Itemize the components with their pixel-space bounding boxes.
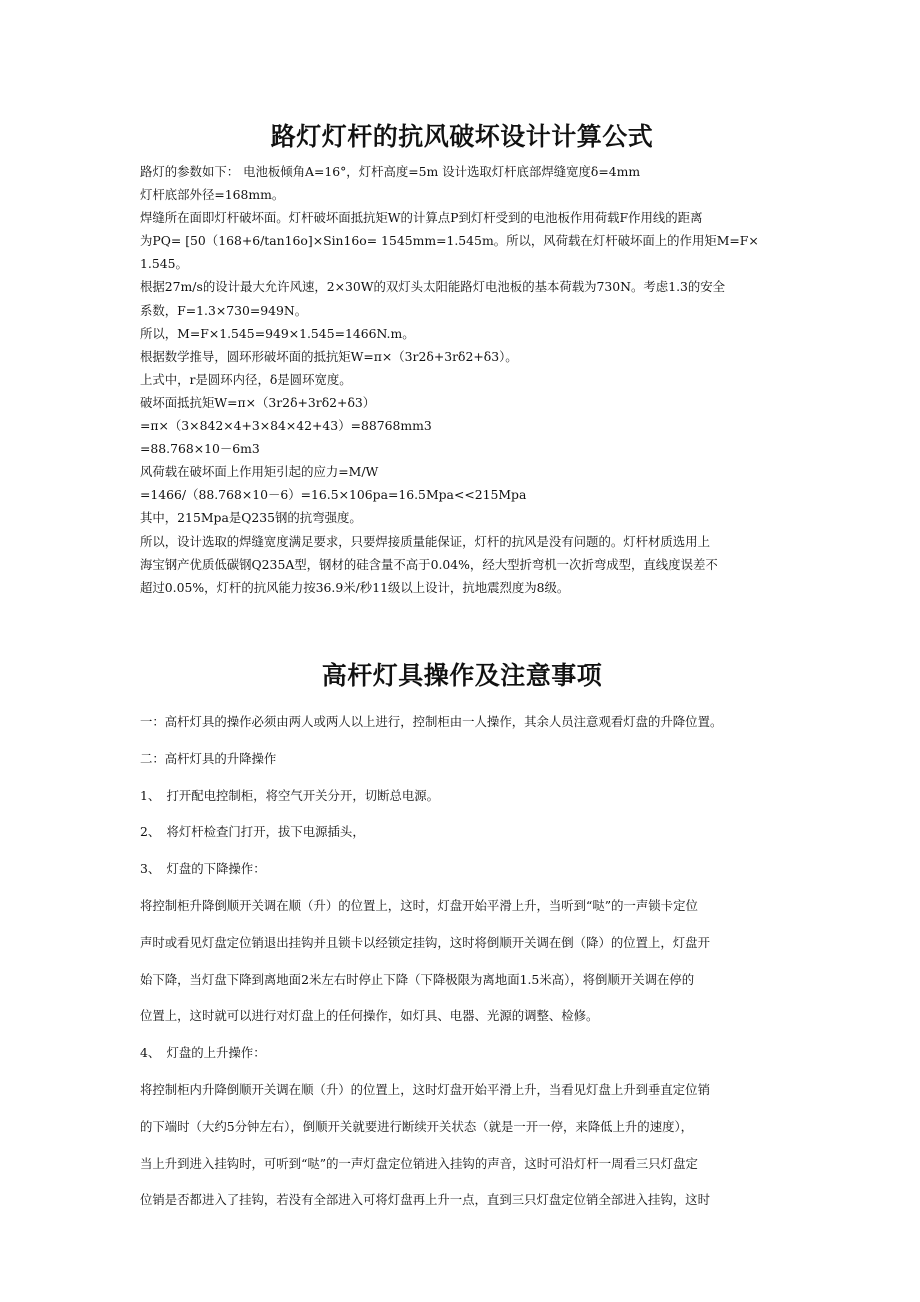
paragraph-line: 2、 将灯杆检查门打开，拔下电源插头，: [140, 824, 365, 840]
paragraph-line: 路灯的参数如下： 电池板倾角A=16°，灯杆高度=5m 设计选取灯杆底部焊缝宽度δ=4mm: [140, 164, 641, 179]
paragraph-line: 1.545。: [140, 256, 188, 272]
paragraph-line: 为PQ= [50（168+6/tan16o]×Sin16o= 1545mm=1.545m。所以，风荷载在灯杆破坏面上的作用矩M=F×: [140, 233, 759, 249]
paragraph-line: 的下端时（大约5分钟左右），倒顺开关就要进行断续开关状态（就是一开一停，来降低上升的速度），: [140, 1118, 694, 1134]
paragraph-line: 焊缝所在面即灯杆破坏面。灯杆破坏面抵抗矩W的计算点P到灯杆受到的电池板作用荷载F作用线的距离: [140, 210, 703, 226]
paragraph-line: 破坏面抵抗矩W=π×（3r2δ+3rδ2+δ3）: [140, 394, 376, 410]
paragraph-line: 根据27m/s的设计最大允许风速，2×30W的双灯头太阳能路灯电池板的基本荷载为730N。考虑1.3的安全: [140, 279, 726, 295]
section-1-title: 路灯灯杆的抗风破坏设计计算公式: [270, 122, 654, 151]
paragraph-line: =π×（3×842×4+3×84×42+43）=88768mm3: [140, 418, 432, 434]
paragraph-line: 海宝钢产优质低碳钢Q235A型，钢材的硅含量不高于0.04%，经大型折弯机一次折弯成型，直线度误差不: [140, 556, 718, 572]
paragraph-line: =88.768×10－6m3: [140, 441, 260, 457]
paragraph-line: 灯杆底部外径=168mm。: [140, 187, 285, 203]
paragraph-line: 当上升到进入挂钩时，可听到“哒”的一声灯盘定位销进入挂钩的声音，这时可沿灯杆一周看三只灯盘定: [140, 1155, 698, 1171]
paragraph-line: 上式中，r是圆环内径，δ是圆环宽度。: [140, 371, 352, 387]
section-1-body: [140, 160, 784, 599]
paragraph-line: 4、 灯盘的上升操作：: [140, 1045, 266, 1061]
paragraph-line: 将控制柜升降倒顺开关调在顺（升）的位置上，这时，灯盘开始平滑上升，当听到“哒”的一声锁卡定位: [140, 897, 698, 913]
paragraph-line: 1、 打开配电控制柜，将空气开关分开，切断总电源。: [140, 787, 440, 803]
paragraph-line: 位销是否都进入了挂钩，若没有全部进入可将灯盘再上升一点，直到三只灯盘定位销全部进入挂钩，这时: [140, 1192, 710, 1208]
paragraph-line: 系数，F=1.3×730=949N。: [140, 302, 308, 318]
paragraph-line: 所以，设计选取的焊缝宽度满足要求，只要焊接质量能保证，灯杆的抗风是没有问题的。灯杆材质选用上: [140, 533, 710, 549]
paragraph-line: 声时或看见灯盘定位销退出挂钩并且锁卡以经锁定挂钩，这时将倒顺开关调在倒（降）的位置上，灯盘开: [140, 934, 710, 950]
paragraph-line: =1466/（88.768×10－6）=16.5×106pa=16.5Mpa<<215Mpa: [140, 487, 527, 503]
paragraph-line: 一：高杆灯具的操作必须由两人或两人以上进行，控制柜由一人操作，其余人员注意观看灯盘的升降位置。: [140, 714, 723, 729]
paragraph-line: 始下降，当灯盘下降到离地面2米左右时停止下降（下降极限为离地面1.5米高），将倒顺开关调在停的: [140, 971, 695, 987]
paragraph-line: 所以，M=F×1.545=949×1.545=1466N.m。: [140, 325, 415, 341]
paragraph-line: 位置上，这时就可以进行对灯盘上的任何操作，如灯具、电器、光源的调整、检修。: [140, 1008, 599, 1024]
paragraph-line: 将控制柜内升降倒顺开关调在顺（升）的位置上，这时灯盘开始平滑上升，当看见灯盘上升到垂直定位销: [140, 1081, 710, 1097]
paragraph-line: 风荷载在破坏面上作用矩引起的应力=M/W: [140, 464, 379, 480]
section-2-title: 高杆灯具操作及注意事项: [321, 661, 603, 690]
section-2-body: [140, 704, 784, 1219]
paragraph-line: 3、 灯盘的下降操作：: [140, 861, 266, 877]
paragraph-line: 二：高杆灯具的升降操作: [140, 750, 277, 766]
paragraph-line: 根据数学推导，圆环形破坏面的抵抗矩W=π×（3r2δ+3rδ2+δ3）。: [140, 348, 518, 364]
paragraph-line: 超过0.05%，灯杆的抗风能力按36.9米/秒11级以上设计，抗地震烈度为8级。: [140, 579, 570, 595]
paragraph-line: 其中，215Mpa是Q235钢的抗弯强度。: [140, 510, 362, 526]
